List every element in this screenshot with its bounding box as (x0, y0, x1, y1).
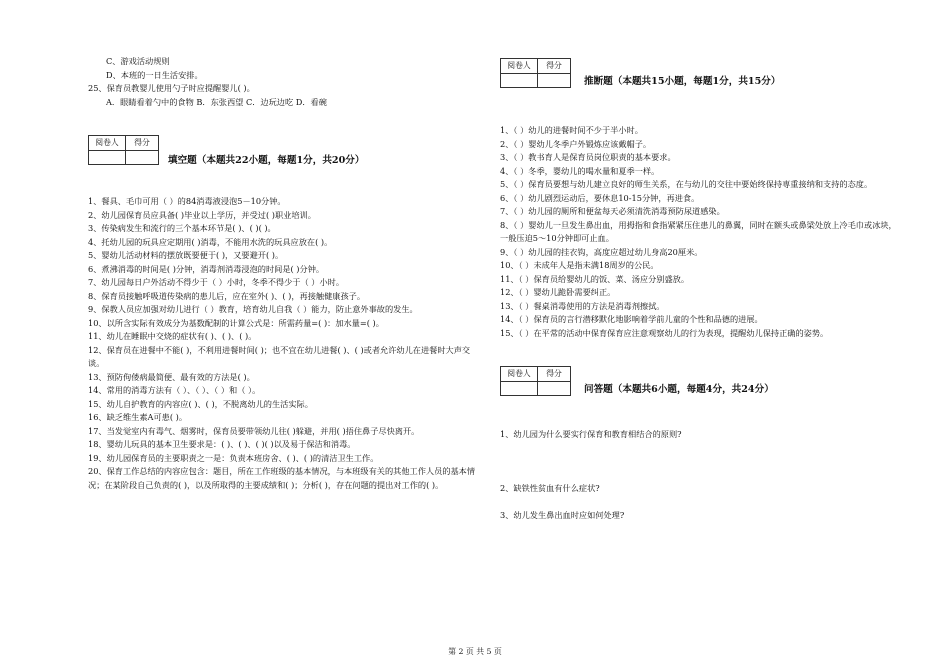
fill-item: 20、保育工作总结的内容应包含：题目，所在工作班级的基本情况，与本班级有关的其他工作人员的基本情况；在某阶段自己负责的( )，以及所取得的主要成绩和( )；分析( )，存在问题的提出对工作的( )。 (88, 466, 476, 490)
score-box (500, 58, 571, 88)
fill-item: 2、幼儿园保育员应具备( )毕业以上学历，并受过( )职业培训。 (88, 209, 316, 220)
grader-cell (89, 150, 126, 164)
qa-section-header (500, 366, 900, 400)
grader-label: 阅卷人 (89, 136, 126, 151)
tf-item: 15、（ ）在平常的活动中保育保育应注意观察幼儿的行为表现，提醒幼儿保持正确的姿势。 (500, 327, 829, 338)
right-column (500, 58, 900, 523)
tf-item: 3、（ ）教书育人是保育员岗位职责的基本要求。 (500, 152, 676, 162)
fill-item: 13、预防佝偻病最简便、最有效的方法是( )。 (88, 371, 255, 382)
score-label: 得分 (126, 136, 159, 151)
fill-section-title: 填空题（本题共22小题，每题1分，共20分） (168, 155, 365, 166)
fill-item: 8、保育员接触呼吸道传染病的患儿后，应在室外( )、( )，再接触健康孩子。 (88, 290, 366, 301)
qa-item: 3、幼儿发生鼻出血时应如何处理? (500, 510, 625, 520)
option-line: D、本班的一日生活安排。 (106, 69, 203, 80)
page-footer: 第 2 页 共 5 页 (448, 647, 502, 656)
fill-item: 16、缺乏维生素A可患( )。 (88, 412, 188, 422)
tf-item: 11、（ ）保育员给婴幼儿的饭、菜、汤应分别盛放。 (500, 273, 690, 284)
tf-item: 7、（ ）幼儿园的厕所和便盆每天必须清洗消毒预防尿道感染。 (500, 206, 725, 216)
fill-item: 15、幼儿自护教育的内容应( )、( )，不脱离幼儿的生活实际。 (88, 398, 313, 409)
tf-item: 14、（ ）保育员的言行潜移默化地影响着学前儿童的个性和品德的进展。 (500, 314, 763, 324)
fill-item: 10、以所含实际有效成分为基数配制的计算公式是：所需药量=( )：加水量=( )。 (88, 317, 384, 328)
tf-item: 8、（ ）婴幼儿一旦发生鼻出血，用拇指和食指紧紧压住患儿的鼻翼，同时在额头或鼻梁处放上冷毛巾或冰块，一般压迫5～10分钟即可止血。 (500, 219, 897, 243)
grader-label: 阅卷人 (501, 59, 538, 74)
tf-item: 2、（ ）婴幼儿冬季户外锻炼应该戴帽子。 (500, 138, 652, 149)
fill-item: 17、当发觉室内有毒气、烟雾时，保育员要带领幼儿往( )躲避，并用( )捂住鼻子尽快离开。 (88, 425, 420, 436)
tf-item: 1、（ ）幼儿的进餐时间不少于半小时。 (500, 125, 643, 135)
option-line: C、游戏活动规则 (106, 56, 170, 66)
question-25-options: A．眼睛看着勺中的食物 B．东张西望 C．边玩边吃 D．看碗 (106, 96, 327, 107)
score-box (500, 366, 571, 396)
grader-cell (501, 381, 538, 395)
grader-cell (501, 73, 538, 87)
fill-item: 12、保育员在进餐中不能( )，不利用进餐时间( )；也不宜在幼儿进餐( )、( )或者允许幼儿在进餐时大声交谈。 (88, 344, 471, 368)
tf-item: 10、（ ）未成年人是指未满18周岁的公民。 (500, 260, 659, 270)
tf-section-title: 推断题（本题共15小题，每题1分，共15分） (584, 76, 781, 87)
fill-item: 11、幼儿在睡眠中交烧的症状有( )、( )、( )。 (88, 331, 257, 341)
fill-item: 1、餐具、毛巾可用（ ）的84消毒液浸泡5－10分钟。 (88, 196, 286, 206)
tf-item: 9、（ ）幼儿园的挂衣钩，高度应超过幼儿身高20厘米。 (500, 246, 703, 257)
fill-item: 3、传染病发生和流行的三个基本环节是( )、( )( )。 (88, 223, 276, 233)
fill-section-header (88, 135, 483, 169)
qa-item: 1、幼儿园为什么要实行保育和教育相结合的原则? (500, 429, 682, 439)
score-label: 得分 (538, 367, 571, 382)
fill-item: 9、保教人员应加强对幼儿进行（ ）教育，培育幼儿自我（ ）能力，防止意外事故的发生。 (88, 304, 418, 314)
fill-item: 14、常用的消毒方法有（ ）、（ ）、（ ）和（ ）。 (88, 385, 261, 395)
score-label: 得分 (538, 59, 571, 74)
tf-section-header (500, 58, 900, 94)
score-cell (126, 150, 159, 164)
score-cell (538, 73, 571, 87)
tf-item: 13、（ ）餐桌消毒使用的方法是消毒剂擦拭。 (500, 300, 665, 311)
grader-label: 阅卷人 (501, 367, 538, 382)
fill-item: 18、婴幼儿玩具的基本卫生要求是：( )、( )、( )( )以及易于保洁和消毒。 (88, 439, 356, 449)
tf-item: 12、（ ）婴幼儿跪卧需要纠正。 (500, 287, 616, 297)
tf-item: 5、（ ）保育员要想与幼儿建立良好的师生关系，在与幼儿的交往中要始终保持専重接纳和支持的态度。 (500, 179, 873, 189)
score-cell (538, 381, 571, 395)
fill-item: 7、幼儿园每日户外活动不得少于（ ）小时，冬季不得少于（ ）小时。 (88, 277, 345, 287)
qa-section-title: 问答题（本题共6小题，每题4分，共24分） (584, 384, 774, 395)
fill-item: 6、煮沸消毒的时间是( )分钟，消毒剂消毒浸泡的时间是( )分钟。 (88, 263, 325, 274)
score-box (88, 135, 159, 165)
question-25: 25、保育员教婴儿使用勺子时应提醒婴儿( )。 (88, 83, 255, 93)
qa-item: 2、缺铁性贫血有什么症状? (500, 482, 600, 493)
left-column (88, 55, 483, 492)
tf-item: 4、（ ）冬季，婴幼儿的喝水量和夏季一样。 (500, 165, 660, 176)
fill-item: 5、婴幼儿活动材料的摆放既要便于( )，又要避开( )。 (88, 250, 284, 260)
tf-item: 6、（ ）幼儿剧烈运动后，要休息10-15分钟，再进食。 (500, 192, 700, 203)
fill-item: 4、托幼儿园的玩具应定期用( )消毒，不能用水洗的玩具应放在( )。 (88, 236, 333, 247)
fill-item: 19、幼儿园保育员的主要职责之一是：负责本班房舍、( )、( )的清洁卫生工作。 (88, 452, 379, 463)
